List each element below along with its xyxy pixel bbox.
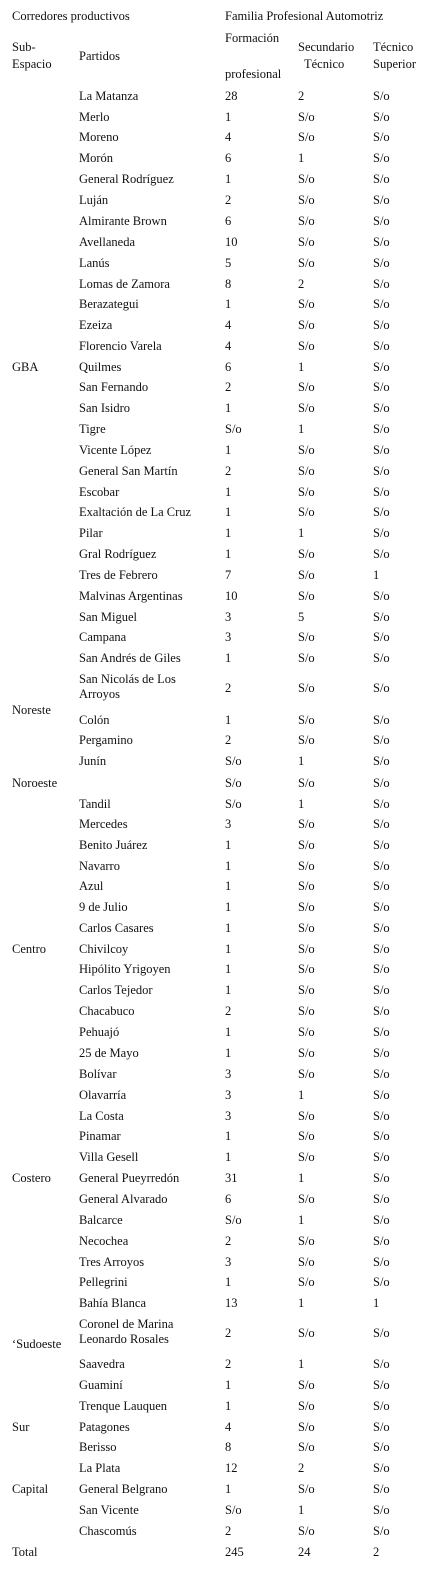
tecnico-value: S/o: [373, 1213, 390, 1227]
secundario-value: S/o: [298, 485, 315, 499]
partido-name: San Fernando: [79, 380, 149, 394]
secundario-value: S/o: [298, 1067, 315, 1081]
secundario-value: 1: [298, 1213, 305, 1227]
partido-name: La Matanza: [79, 89, 139, 103]
secundario-value: S/o: [298, 256, 315, 270]
secundario-value: S/o: [298, 401, 315, 415]
formacion-header-line2: profesional: [225, 67, 282, 81]
tecnico-value: S/o: [373, 630, 390, 644]
tecnico-value: S/o: [373, 1004, 390, 1018]
region-gba: GBA: [12, 360, 39, 374]
partido-name: Merlo: [79, 110, 110, 124]
partido-name: San Andrés de Giles: [79, 651, 181, 665]
formacion-value: 1: [225, 1378, 232, 1392]
secundario-value: S/o: [298, 651, 315, 665]
secundario-value: S/o: [298, 1129, 315, 1143]
tecnico-value: S/o: [373, 859, 390, 873]
tecnico-value: S/o: [373, 1482, 390, 1496]
formacion-value: 4: [225, 1420, 232, 1434]
tecnico-value: S/o: [373, 422, 390, 436]
partido-name: Moreno: [79, 130, 119, 144]
secundario-value: S/o: [298, 733, 315, 747]
secundario-value: S/o: [298, 1440, 315, 1454]
formacion-value: S/o: [225, 776, 242, 790]
formacion-value: 2: [225, 681, 232, 695]
partido-name: San Nicolás de Los Arroyos: [79, 672, 176, 701]
formacion-value: 4: [225, 318, 232, 332]
tecnico-header-line2: Superior: [373, 57, 417, 71]
tecnico-value: S/o: [373, 193, 390, 207]
tecnico-value: S/o: [373, 1326, 390, 1340]
partido-name: General Belgrano: [79, 1482, 168, 1496]
tecnico-value: S/o: [373, 1234, 390, 1248]
tecnico-value: S/o: [373, 754, 390, 768]
partido-name: Saavedra: [79, 1357, 125, 1371]
formacion-value: 2: [225, 1524, 232, 1538]
tecnico-value: S/o: [373, 1357, 390, 1371]
formacion-value: 1: [225, 713, 232, 727]
partido-name: Guaminí: [79, 1378, 123, 1392]
secundario-value: S/o: [298, 1378, 315, 1392]
secundario-value: 1: [298, 526, 305, 540]
partido-name: Pilar: [79, 526, 103, 540]
tecnico-value: S/o: [373, 1378, 390, 1392]
region-label: Noroeste: [12, 776, 58, 790]
formacion-value: 1: [225, 1482, 232, 1496]
formacion-value: 13: [225, 1296, 238, 1310]
formacion-value: S/o: [225, 1213, 242, 1227]
secundario-value: S/o: [298, 859, 315, 873]
formacion-value: 10: [225, 589, 238, 603]
formacion-value: 1: [225, 485, 232, 499]
formacion-value: 1: [225, 838, 232, 852]
tecnico-value: S/o: [373, 339, 390, 353]
secundario-value: S/o: [298, 879, 315, 893]
secundario-value: S/o: [298, 962, 315, 976]
family-title: Familia Profesional Automotriz: [225, 9, 384, 23]
formacion-value: 3: [225, 1109, 232, 1123]
partido-name: Hipólito Yrigoyen: [79, 962, 171, 976]
formacion-value: 6: [225, 1192, 232, 1206]
secundario-value: 1: [298, 1088, 305, 1102]
tecnico-value: S/o: [373, 879, 390, 893]
tecnico-value: S/o: [373, 297, 390, 311]
partido-name: San Miguel: [79, 610, 137, 624]
region-label: Costero: [12, 1171, 51, 1185]
formacion-value: 2: [225, 1234, 232, 1248]
formacion-value: 1: [225, 297, 232, 311]
formacion-value: S/o: [225, 797, 242, 811]
tecnico-value: S/o: [373, 900, 390, 914]
secundario-value: 1: [298, 1357, 305, 1371]
tecnico-value: S/o: [373, 485, 390, 499]
region-label: Noreste: [12, 703, 51, 717]
formacion-value: 1: [225, 942, 232, 956]
total-label: Total: [12, 1545, 38, 1559]
region-label: Sur: [12, 1420, 30, 1434]
tecnico-value: S/o: [373, 1046, 390, 1060]
secundario-value: S/o: [298, 1326, 315, 1340]
total-tecnico: 2: [373, 1545, 380, 1559]
partido-name: Tandil: [79, 797, 111, 811]
partidos-header: Partidos: [79, 49, 120, 63]
formacion-value: 1: [225, 900, 232, 914]
formacion-value: 2: [225, 464, 232, 478]
formacion-value: 1: [225, 547, 232, 561]
partido-name: Carlos Casares: [79, 921, 154, 935]
secundario-header-line2: Técnico: [304, 57, 345, 71]
partido-name: Tigre: [79, 422, 106, 436]
secundario-value: S/o: [298, 318, 315, 332]
tecnico-value: S/o: [373, 1461, 390, 1475]
partido-name: Malvinas Argentinas: [79, 589, 183, 603]
tecnico-value: S/o: [373, 1420, 390, 1434]
tecnico-value: S/o: [373, 318, 390, 332]
partido-name: Gral Rodríguez: [79, 547, 157, 561]
secundario-value: S/o: [298, 110, 315, 124]
partido-name: General Pueyrredón: [79, 1171, 180, 1185]
secundario-value: S/o: [298, 380, 315, 394]
partido-name: Pellegrini: [79, 1275, 128, 1289]
secundario-value: S/o: [298, 1109, 315, 1123]
tecnico-value: S/o: [373, 401, 390, 415]
secundario-value: S/o: [298, 776, 315, 790]
tecnico-value: S/o: [373, 1067, 390, 1081]
partido-name: Chacabuco: [79, 1004, 135, 1018]
secundario-value: S/o: [298, 339, 315, 353]
formacion-header-line1: Formación: [225, 31, 280, 45]
partido-name: Olavarría: [79, 1088, 127, 1102]
partido-name: Necochea: [79, 1234, 129, 1248]
tecnico-value: 1: [373, 568, 380, 582]
partido-name: Azul: [79, 879, 104, 893]
formacion-value: 1: [225, 1399, 232, 1413]
tecnico-value: S/o: [373, 838, 390, 852]
secundario-value: 1: [298, 422, 305, 436]
secundario-value: 1: [298, 797, 305, 811]
partido-name: Berazategui: [79, 297, 139, 311]
formacion-value: 5: [225, 256, 232, 270]
partido-name: Benito Juárez: [79, 838, 148, 852]
secundario-header-line1: Secundario: [298, 40, 355, 54]
tecnico-value: S/o: [373, 651, 390, 665]
formacion-value: 6: [225, 214, 232, 228]
formacion-value: 8: [225, 1440, 232, 1454]
partido-name: Patagones: [79, 1420, 130, 1434]
tecnico-value: S/o: [373, 110, 390, 124]
tecnico-value: S/o: [373, 1524, 390, 1538]
formacion-value: 1: [225, 505, 232, 519]
tecnico-value: S/o: [373, 797, 390, 811]
formacion-value: 1: [225, 443, 232, 457]
partido-name: Mercedes: [79, 817, 128, 831]
secundario-value: S/o: [298, 547, 315, 561]
partido-name: General San Martín: [79, 464, 178, 478]
partido-name: San Vicente: [79, 1503, 139, 1517]
partido-name: Tres de Febrero: [79, 568, 158, 582]
partido-name: Coronel de Marina Leonardo Rosales: [79, 1317, 174, 1346]
formacion-value: 1: [225, 526, 232, 540]
partido-name: La Plata: [79, 1461, 121, 1475]
partido-name: Morón: [79, 151, 114, 165]
partido-name: 25 de Mayo: [79, 1046, 139, 1060]
secundario-value: S/o: [298, 983, 315, 997]
tecnico-value: S/o: [373, 776, 390, 790]
partido-name: Balcarce: [79, 1213, 123, 1227]
formacion-value: 1: [225, 1046, 232, 1060]
secundario-value: S/o: [298, 1004, 315, 1018]
formacion-value: 1: [225, 651, 232, 665]
partido-name: Florencio Varela: [79, 339, 162, 353]
tecnico-value: S/o: [373, 526, 390, 540]
total-formacion: 245: [225, 1545, 244, 1559]
partido-name: Avellaneda: [79, 235, 135, 249]
partido-name: Junín: [79, 754, 107, 768]
formacion-value: 10: [225, 235, 238, 249]
secundario-value: 1: [298, 1296, 305, 1310]
formacion-value: 1: [225, 1025, 232, 1039]
total-secundario: 24: [298, 1545, 311, 1559]
partido-name: Almirante Brown: [79, 214, 167, 228]
secundario-value: S/o: [298, 630, 315, 644]
tecnico-value: 1: [373, 1296, 380, 1310]
secundario-value: S/o: [298, 838, 315, 852]
secundario-value: S/o: [298, 1150, 315, 1164]
tecnico-value: S/o: [373, 172, 390, 186]
secundario-value: 2: [298, 1461, 305, 1475]
partido-name: Trenque Lauquen: [79, 1399, 168, 1413]
secundario-value: S/o: [298, 1420, 315, 1434]
partido-name: Tres Arroyos: [79, 1255, 145, 1269]
partido-name: Chivilcoy: [79, 942, 129, 956]
tecnico-value: S/o: [373, 610, 390, 624]
corridors-title: Corredores productivos: [12, 9, 130, 23]
tecnico-value: S/o: [373, 1399, 390, 1413]
partido-name: Lanús: [79, 256, 110, 270]
tecnico-value: S/o: [373, 1171, 390, 1185]
secundario-value: S/o: [298, 172, 315, 186]
tecnico-value: S/o: [373, 681, 390, 695]
partido-name: 9 de Julio: [79, 900, 128, 914]
tecnico-value: S/o: [373, 713, 390, 727]
tecnico-value: S/o: [373, 360, 390, 374]
formacion-value: 2: [225, 1357, 232, 1371]
formacion-value: 1: [225, 879, 232, 893]
formacion-value: 4: [225, 130, 232, 144]
tecnico-value: S/o: [373, 1025, 390, 1039]
formacion-value: 1: [225, 859, 232, 873]
tecnico-value: S/o: [373, 817, 390, 831]
secundario-value: S/o: [298, 942, 315, 956]
tecnico-value: S/o: [373, 1275, 390, 1289]
formacion-value: 2: [225, 733, 232, 747]
partido-name: Pehuajó: [79, 1025, 120, 1039]
tecnico-value: S/o: [373, 983, 390, 997]
partido-name: Bahía Blanca: [79, 1296, 146, 1310]
secundario-value: S/o: [298, 921, 315, 935]
partido-name: Villa Gesell: [79, 1150, 139, 1164]
secundario-value: S/o: [298, 1025, 315, 1039]
secundario-value: 1: [298, 360, 305, 374]
tecnico-value: S/o: [373, 733, 390, 747]
tecnico-value: S/o: [373, 380, 390, 394]
formacion-value: 1: [225, 110, 232, 124]
tecnico-value: S/o: [373, 1255, 390, 1269]
partido-name: Escobar: [79, 485, 120, 499]
partido-name: Navarro: [79, 859, 120, 873]
formacion-value: 8: [225, 277, 232, 291]
region-label: Centro: [12, 942, 47, 956]
formacion-value: S/o: [225, 422, 242, 436]
tecnico-value: S/o: [373, 89, 390, 103]
secundario-value: S/o: [298, 1482, 315, 1496]
formacion-value: 2: [225, 380, 232, 394]
secundario-value: S/o: [298, 235, 315, 249]
partido-name: Pergamino: [79, 733, 133, 747]
formacion-value: 1: [225, 1129, 232, 1143]
formacion-value: 28: [225, 89, 238, 103]
tecnico-value: S/o: [373, 1150, 390, 1164]
tecnico-value: S/o: [373, 235, 390, 249]
formacion-value: 2: [225, 193, 232, 207]
secundario-value: 1: [298, 1171, 305, 1185]
tecnico-value: S/o: [373, 277, 390, 291]
partido-name: Campana: [79, 630, 127, 644]
secundario-value: S/o: [298, 568, 315, 582]
tecnico-value: S/o: [373, 151, 390, 165]
partido-name: Pinamar: [79, 1129, 121, 1143]
tecnico-value: S/o: [373, 547, 390, 561]
partido-name: Bolívar: [79, 1067, 117, 1081]
formacion-value: 1: [225, 172, 232, 186]
partido-name: Colón: [79, 713, 110, 727]
tecnico-value: S/o: [373, 1129, 390, 1143]
formacion-value: 3: [225, 817, 232, 831]
partido-name: San Isidro: [79, 401, 131, 415]
formacion-value: 1: [225, 1150, 232, 1164]
tecnico-value: S/o: [373, 464, 390, 478]
secundario-value: S/o: [298, 1192, 315, 1206]
formacion-value: 1: [225, 921, 232, 935]
region-label: ‘Sudoeste: [12, 1337, 62, 1351]
formacion-value: 2: [225, 1326, 232, 1340]
tecnico-value: S/o: [373, 443, 390, 457]
formacion-value: 31: [225, 1171, 238, 1185]
secundario-value: S/o: [298, 130, 315, 144]
tecnico-value: S/o: [373, 921, 390, 935]
secundario-value: 2: [298, 277, 305, 291]
tecnico-value: S/o: [373, 942, 390, 956]
secundario-value: S/o: [298, 817, 315, 831]
tecnico-value: S/o: [373, 214, 390, 228]
formacion-value: 1: [225, 401, 232, 415]
partido-name: General Alvarado: [79, 1192, 168, 1206]
secundario-value: S/o: [298, 193, 315, 207]
partido-name: Lomas de Zamora: [79, 277, 170, 291]
formacion-value: 1: [225, 1275, 232, 1289]
formacion-value: 1: [225, 962, 232, 976]
tecnico-value: S/o: [373, 962, 390, 976]
formacion-value: 2: [225, 1004, 232, 1018]
secundario-value: S/o: [298, 1255, 315, 1269]
tecnico-value: S/o: [373, 1503, 390, 1517]
secundario-value: S/o: [298, 1275, 315, 1289]
secundario-value: 1: [298, 754, 305, 768]
partido-name: Luján: [79, 193, 109, 207]
secundario-value: 1: [298, 151, 305, 165]
formacion-value: 3: [225, 1255, 232, 1269]
formacion-value: 3: [225, 610, 232, 624]
region-label: Capital: [12, 1482, 49, 1496]
tecnico-value: S/o: [373, 130, 390, 144]
partido-name: Carlos Tejedor: [79, 983, 153, 997]
formacion-value: 12: [225, 1461, 238, 1475]
partido-name: La Costa: [79, 1109, 124, 1123]
formacion-value: 1: [225, 983, 232, 997]
formacion-value: S/o: [225, 754, 242, 768]
formacion-value: 6: [225, 151, 232, 165]
secundario-value: S/o: [298, 505, 315, 519]
tecnico-value: S/o: [373, 505, 390, 519]
partido-name: Quilmes: [79, 360, 122, 374]
tecnico-value: S/o: [373, 1440, 390, 1454]
formacion-value: 3: [225, 1067, 232, 1081]
tecnico-header-line1: Técnico: [373, 40, 414, 54]
formacion-value: 3: [225, 630, 232, 644]
secundario-value: S/o: [298, 713, 315, 727]
formacion-value: S/o: [225, 1503, 242, 1517]
sub-espacio-header-line1: Sub-: [12, 40, 36, 54]
secundario-value: S/o: [298, 589, 315, 603]
formacion-value: 4: [225, 339, 232, 353]
formacion-value: 3: [225, 1088, 232, 1102]
partido-name: Vicente López: [79, 443, 152, 457]
partido-name: Exaltación de La Cruz: [79, 505, 192, 519]
secundario-value: S/o: [298, 443, 315, 457]
tecnico-value: S/o: [373, 1192, 390, 1206]
partido-name: Chascomús: [79, 1524, 137, 1538]
partido-name: Berisso: [79, 1440, 117, 1454]
tecnico-value: S/o: [373, 1109, 390, 1123]
partido-name: General Rodríguez: [79, 172, 174, 186]
secundario-value: S/o: [298, 297, 315, 311]
tecnico-value: S/o: [373, 589, 390, 603]
tecnico-value: S/o: [373, 256, 390, 270]
secundario-value: 5: [298, 610, 305, 624]
secundario-value: S/o: [298, 464, 315, 478]
secundario-value: S/o: [298, 1524, 315, 1538]
secundario-value: S/o: [298, 900, 315, 914]
formacion-value: 7: [225, 568, 232, 582]
secundario-value: S/o: [298, 681, 315, 695]
partido-name: Ezeiza: [79, 318, 113, 332]
formacion-value: 6: [225, 360, 232, 374]
secundario-value: S/o: [298, 214, 315, 228]
secundario-value: 2: [298, 89, 305, 103]
sub-espacio-header-line2: Espacio: [12, 57, 52, 71]
secundario-value: S/o: [298, 1234, 315, 1248]
secundario-value: S/o: [298, 1046, 315, 1060]
secundario-value: S/o: [298, 1399, 315, 1413]
secundario-value: 1: [298, 1503, 305, 1517]
tecnico-value: S/o: [373, 1088, 390, 1102]
